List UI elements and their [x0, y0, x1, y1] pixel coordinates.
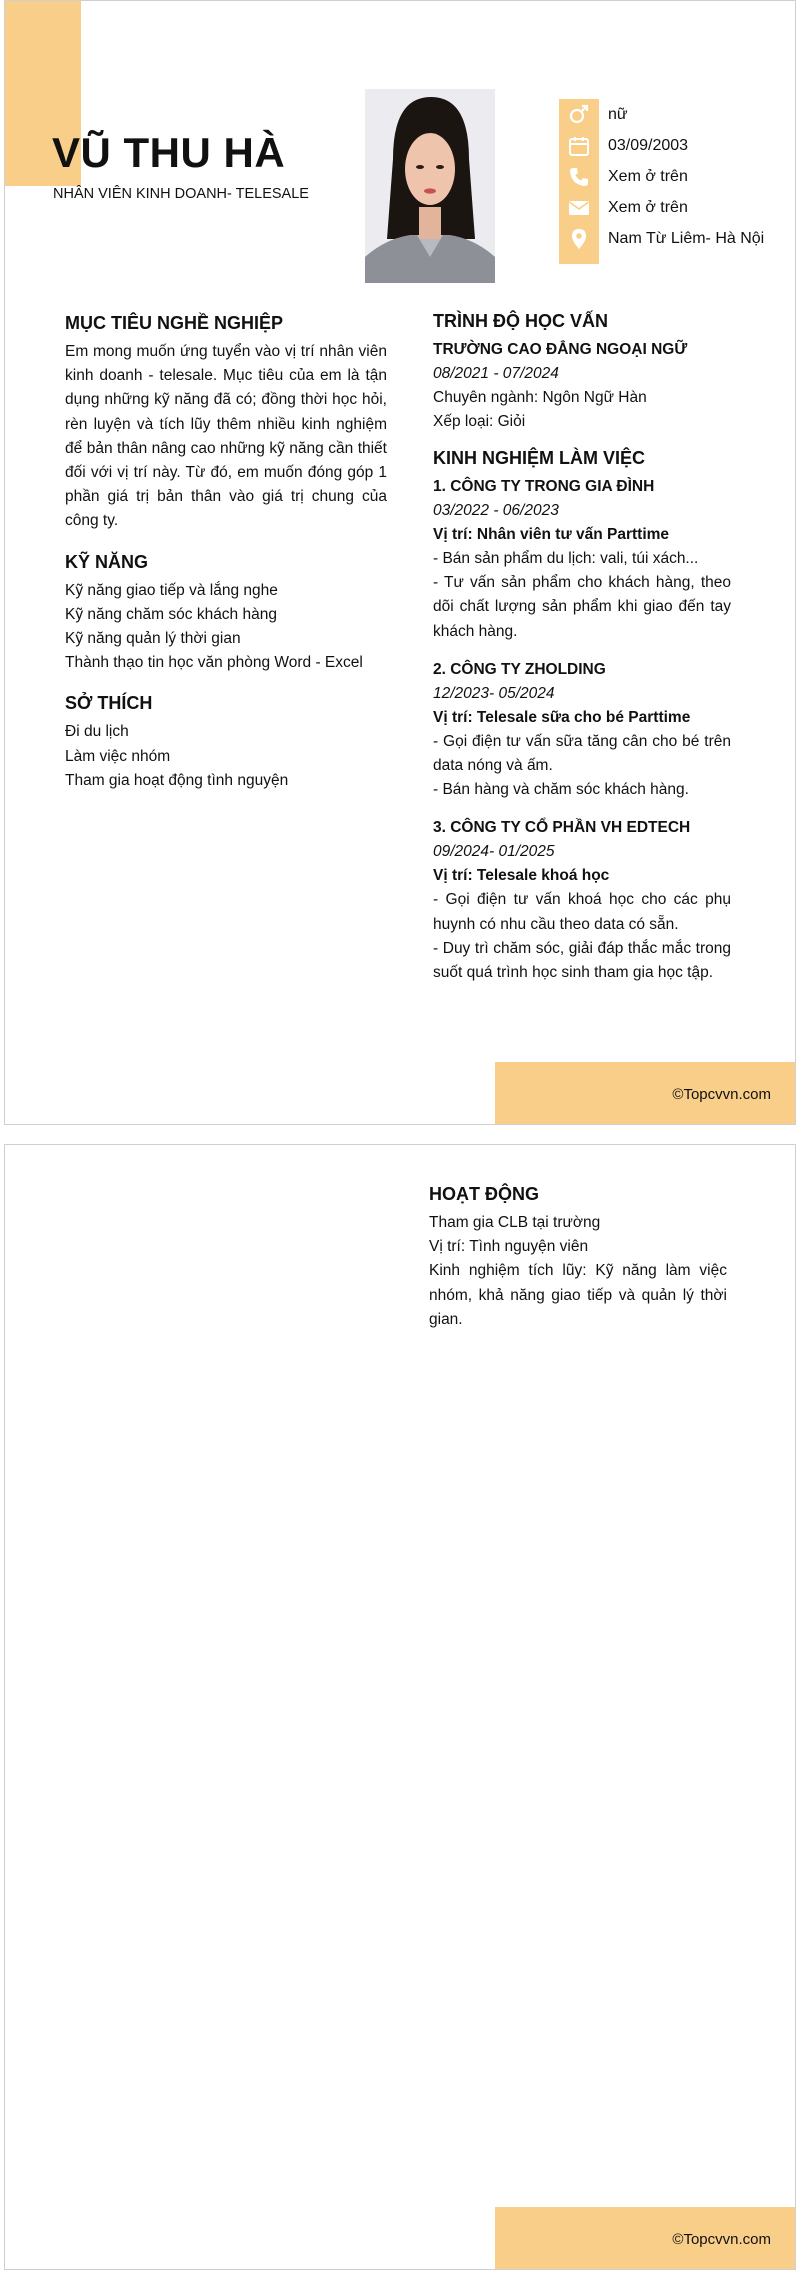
- contact-birthday: 03/09/2003: [608, 136, 689, 154]
- job-role: Vị trí: Nhân viên tư vấn Parttime: [433, 526, 670, 543]
- candidate-job-title: NHÂN VIÊN KINH DOANH- TELESALE: [53, 186, 309, 202]
- footer-band: [495, 2207, 795, 2269]
- contact-email: Xem ở trên: [608, 198, 688, 216]
- job-company: 2. CÔNG TY ZHOLDING: [433, 660, 606, 678]
- objective-heading: MỤC TIÊU NGHỀ NGHIỆP: [65, 313, 284, 333]
- job-period: 12/2023- 05/2024: [433, 684, 555, 702]
- job-detail: - Bán sản phẩm du lịch: vali, túi xách...: [433, 550, 699, 567]
- hobby-item: Đi du lịch: [65, 723, 129, 741]
- hobby-item: Làm việc nhóm: [65, 747, 171, 765]
- job-entry: [433, 816, 731, 985]
- location-icon: [559, 223, 599, 254]
- job-period: 03/2022 - 06/2023: [433, 502, 559, 519]
- contact-item-address: [559, 223, 764, 254]
- skills-heading: KỸ NĂNG: [65, 551, 149, 572]
- contact-item-phone: [559, 161, 764, 192]
- portrait-illustration: [365, 89, 495, 283]
- calendar-icon: [559, 130, 599, 161]
- skills-section: [65, 552, 387, 676]
- activities-section: [429, 1184, 727, 1332]
- education-section: [433, 311, 731, 434]
- hobbies-heading: SỞ THÍCH: [65, 693, 153, 714]
- hobbies-section: [65, 693, 387, 793]
- cv-page-1: [4, 0, 796, 1125]
- left-column: [65, 313, 387, 811]
- footer-brand: ©Topcvvn.com: [672, 1086, 771, 1103]
- job-role: Vị trí: Telesale sữa cho bé Parttime: [433, 708, 691, 726]
- activity-line: Kinh nghiệm tích lũy: Kỹ năng làm việc nhóm, khả năng giao tiếp và quản lý thời gian.: [429, 1262, 727, 1328]
- job-company: 3. CÔNG TY CỔ PHẦN VH EDTECH: [433, 819, 691, 837]
- job-detail: - Tư vấn sản phẩm cho khách hàng, theo dõi chất lượng sản phẩm khi giao đến tay khách hàng.: [433, 574, 731, 640]
- email-icon: [559, 192, 599, 223]
- education-period: 08/2021 - 07/2024: [433, 365, 559, 382]
- job-entry: [433, 475, 731, 644]
- experience-section: [433, 448, 731, 985]
- contact-gender: nữ: [608, 105, 628, 123]
- right-column: [433, 311, 731, 999]
- contact-item-birthday: [559, 130, 764, 161]
- contact-item-email: [559, 192, 764, 223]
- footer-band: [495, 1062, 795, 1124]
- skill-item: Kỹ năng giao tiếp và lắng nghe: [65, 581, 278, 599]
- activity-line: Tham gia CLB tại trường: [429, 1214, 601, 1231]
- contact-item-gender: [559, 99, 764, 130]
- objective-text: Em mong muốn ứng tuyển vào vị trí nhân viên kinh doanh - telesale. Mục tiêu của em là tận dụng những kỹ năng đã có; đồng thời học hỏi, rèn luyện và tích lũy thêm nhiều kinh nghiệm để bản thân nâng cao những kỹ năng cần thiết đối với vị trí này. Từ đó, em muốn đóng góp 1 phần giá trị bản thân vào giá trị chung của công ty.: [65, 343, 387, 530]
- education-school: TRƯỜNG CAO ĐẲNG NGOẠI NGỮ: [433, 341, 688, 358]
- job-role: Vị trí: Telesale khoá học: [433, 867, 610, 885]
- job-detail: - Duy trì chăm sóc, giải đáp thắc mắc trong suốt quá trình học sinh tham gia học tập.: [433, 939, 731, 982]
- objective-section: [65, 313, 387, 534]
- job-detail: - Gọi điện tư vấn sữa tăng cân cho bé trên data nóng và ấm.: [433, 732, 731, 775]
- job-detail: - Bán hàng và chăm sóc khách hàng.: [433, 781, 689, 799]
- gender-icon: [559, 99, 599, 130]
- contact-address: Nam Từ Liêm- Hà Nội: [608, 229, 765, 247]
- cv-page-2: [4, 1144, 796, 2270]
- job-detail: - Gọi điện tư vấn khoá học cho các phụ huynh có nhu cầu theo data có sẵn.: [433, 891, 731, 933]
- hobbies-list: [65, 720, 387, 793]
- job-entry: [433, 658, 731, 803]
- footer-brand: ©Topcvvn.com: [672, 2231, 771, 2248]
- phone-icon: [559, 161, 599, 192]
- education-major: Chuyên ngành: Ngôn Ngữ Hàn: [433, 389, 647, 406]
- experience-heading: KINH NGHIỆM LÀM VIỆC: [433, 448, 646, 468]
- skills-list: [65, 579, 387, 676]
- skill-item: Kỹ năng chăm sóc khách hàng: [65, 605, 277, 623]
- candidate-name: VŨ THU HÀ: [52, 129, 286, 176]
- activity-line: Vị trí: Tình nguyện viên: [429, 1238, 589, 1256]
- education-grade: Xếp loại: Giỏi: [433, 413, 526, 430]
- job-period: 09/2024- 01/2025: [433, 843, 555, 861]
- activities-heading: HOẠT ĐỘNG: [429, 1184, 539, 1204]
- contact-list: [559, 99, 764, 254]
- skill-item: Kỹ năng quản lý thời gian: [65, 630, 241, 648]
- education-heading: TRÌNH ĐỘ HỌC VẤN: [433, 311, 608, 331]
- skill-item: Thành thạo tin học văn phòng Word - Excel: [65, 654, 363, 672]
- hobby-item: Tham gia hoạt động tình nguyện: [65, 771, 289, 789]
- job-company: 1. CÔNG TY TRONG GIA ĐÌNH: [433, 478, 655, 495]
- profile-photo: [365, 89, 495, 283]
- contact-phone: Xem ở trên: [608, 167, 688, 185]
